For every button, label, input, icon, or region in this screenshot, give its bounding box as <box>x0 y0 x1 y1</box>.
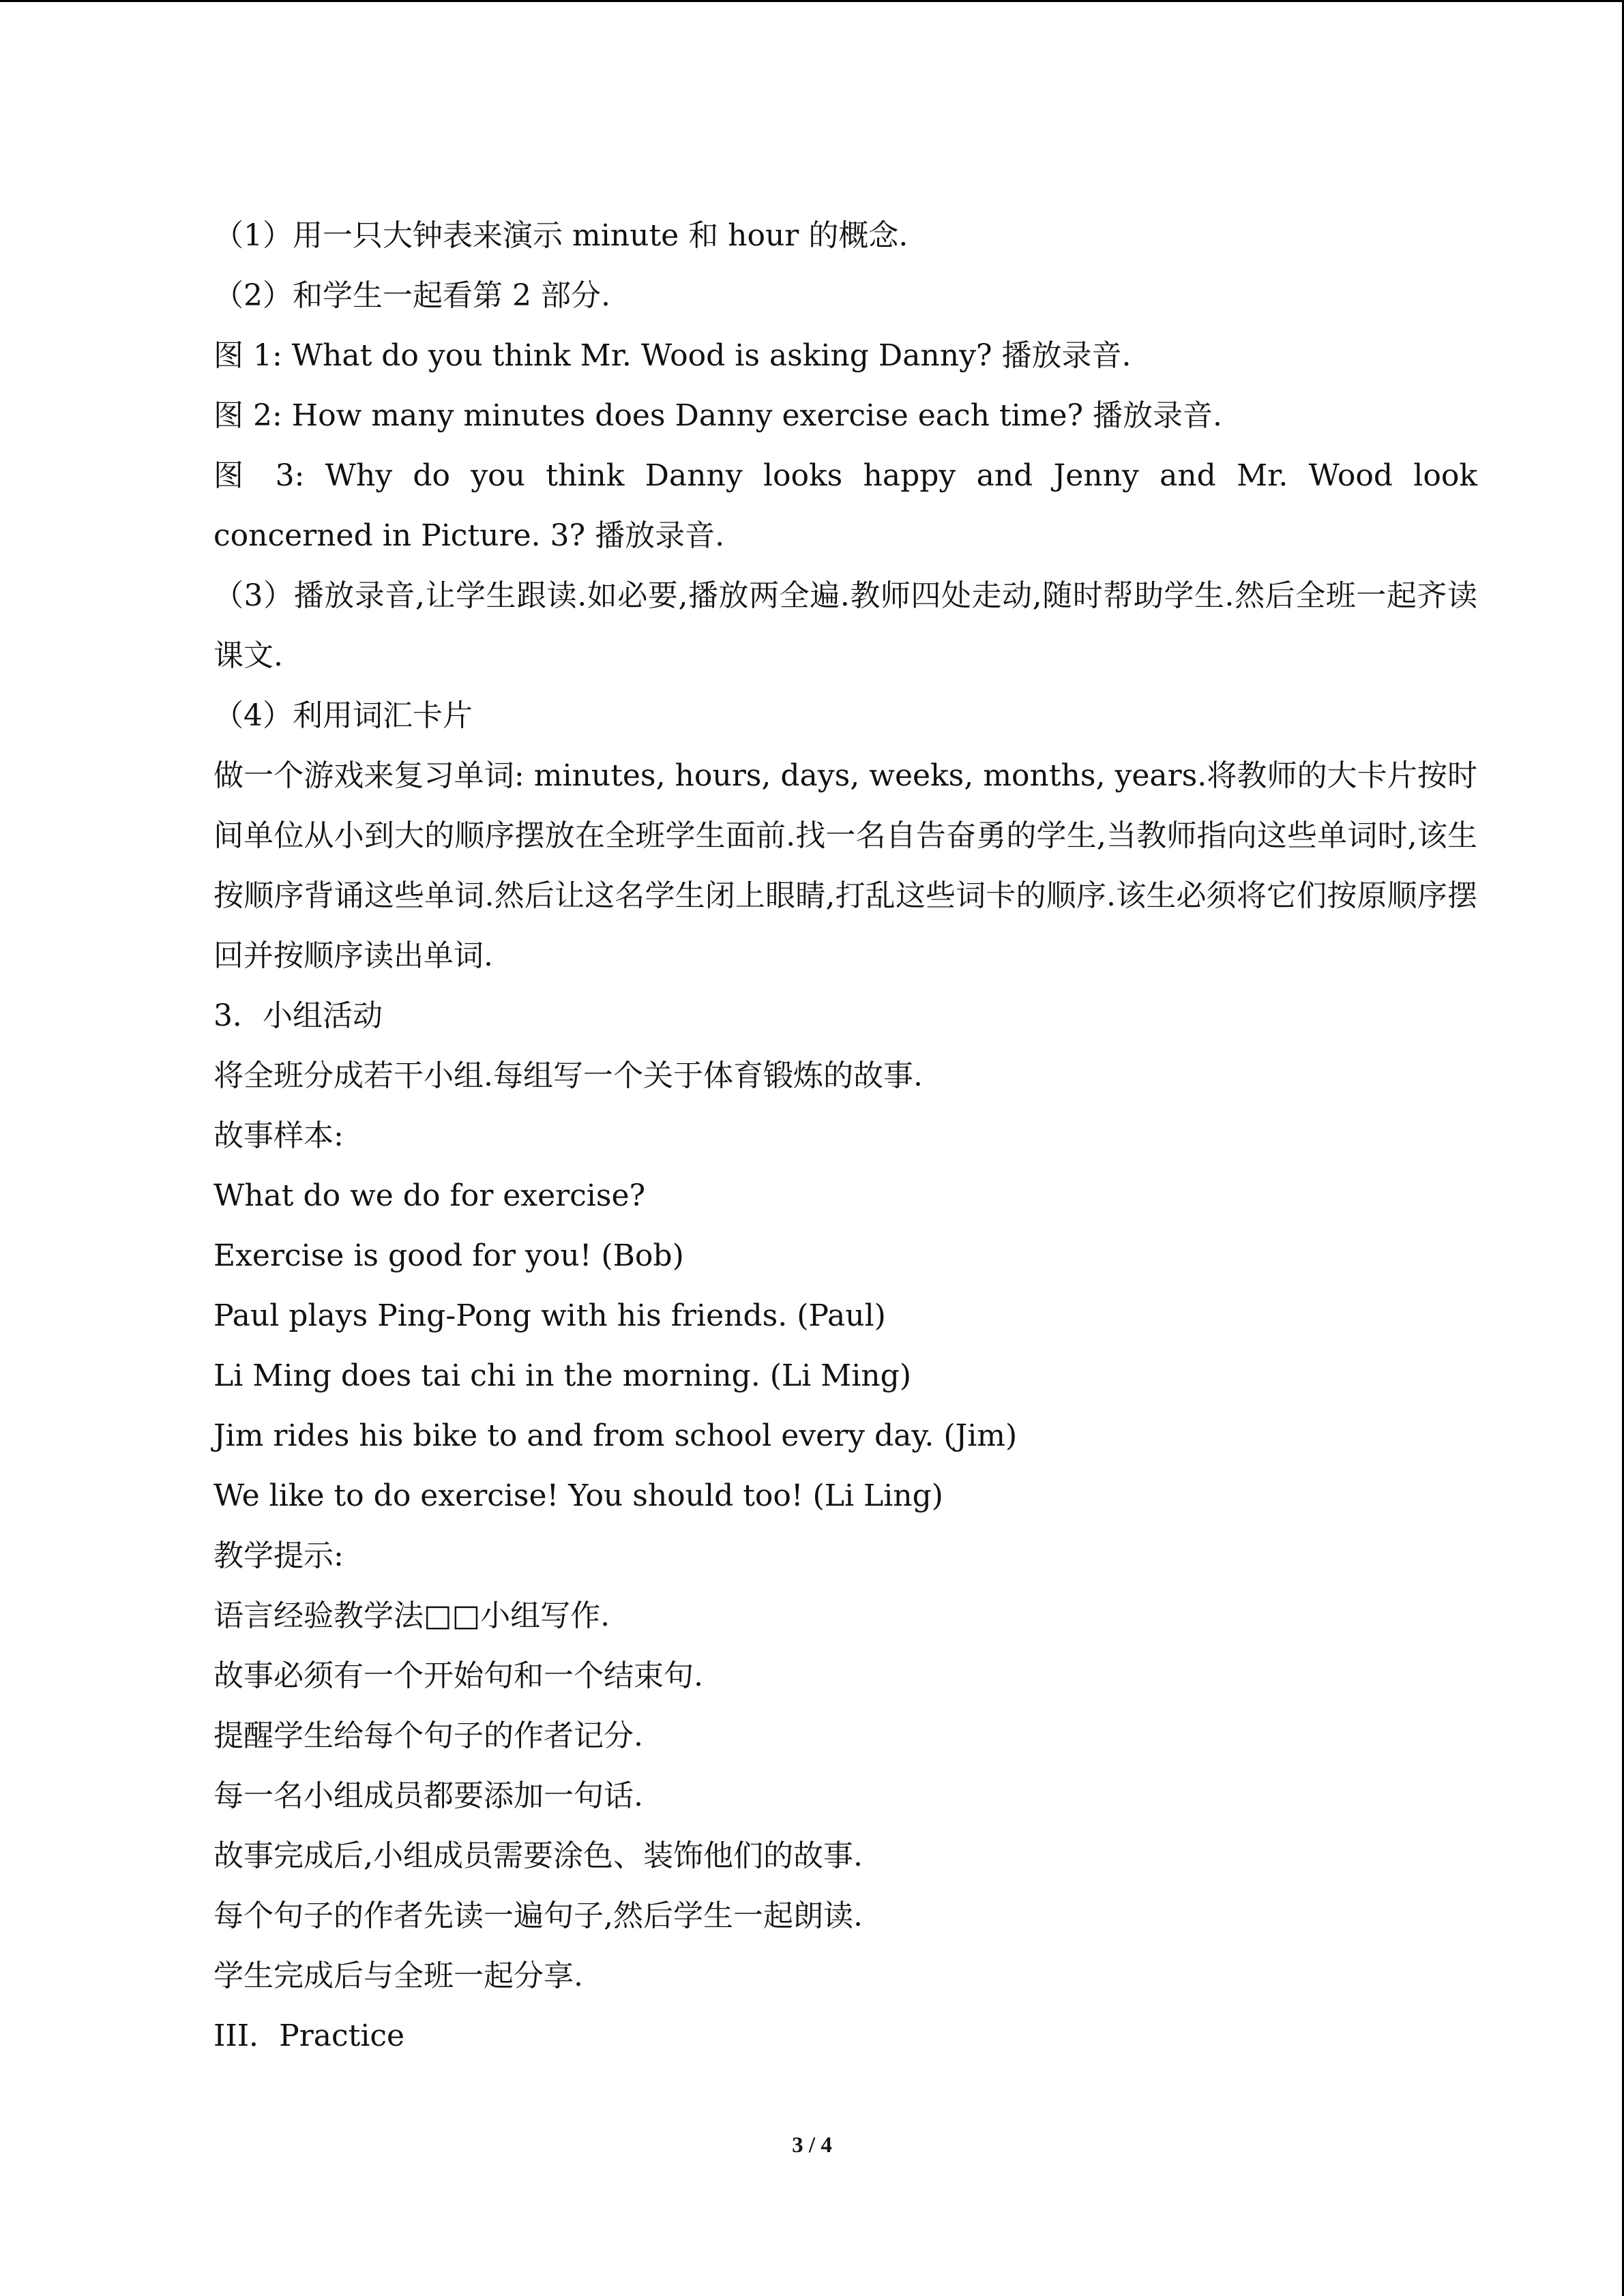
story-sample-label: 故事样本: <box>213 1118 344 1153</box>
step-1-clock-demo: （1）用一只大钟表来演示 minute 和 hour 的概念. <box>213 218 909 253</box>
picture-3-question: 图 3: Why do you think Danny looks happy and Jenny and Mr. Wood look concerned in Picture. 3? 播放录音. <box>213 458 1477 553</box>
teaching-tip: 提醒学生给每个句子的作者记分. <box>213 1718 643 1753</box>
picture-2-question: 图 2: How many minutes does Danny exercise each time? 播放录音. <box>213 398 1223 433</box>
teaching-tip: 每一名小组成员都要添加一句话. <box>213 1778 643 1813</box>
page-number: 3 / 4 <box>792 2133 832 2158</box>
teaching-tip: 每个句子的作者先读一遍句子,然后学生一起朗读. <box>213 1898 863 1933</box>
page-top-border <box>0 0 1624 2</box>
teaching-tip: 学生完成后与全班一起分享. <box>213 1958 583 1993</box>
picture-1-question: 图 1: What do you think Mr. Wood is asking Danny? 播放录音. <box>213 338 1132 373</box>
teaching-tips-label: 教学提示: <box>213 1538 344 1573</box>
story-line: Li Ming does tai chi in the morning. (Li Ming) <box>213 1358 911 1393</box>
step-4-vocabulary-cards: （4）利用词汇卡片 <box>213 698 473 733</box>
step-3-play-recording: （3）播放录音,让学生跟读.如必要,播放两全遍.教师四处走动,随时帮助学生.然后全班一起齐读课文. <box>213 578 1477 673</box>
story-line: Paul plays Ping-Pong with his friends. (Paul) <box>213 1298 886 1333</box>
section-heading-group-activity: 3．小组活动 <box>213 998 383 1033</box>
teaching-tip: 故事必须有一个开始句和一个结束句. <box>213 1658 703 1693</box>
story-line: We like to do exercise! You should too! (Li Ling) <box>213 1478 943 1513</box>
document-body <box>147 206 1477 2066</box>
teaching-tip: 语言经验教学法□□小组写作. <box>213 1598 610 1633</box>
teaching-tip: 故事完成后,小组成员需要涂色、装饰他们的故事. <box>213 1838 863 1873</box>
vocabulary-game-paragraph: 做一个游戏来复习单词: minutes, hours, days, weeks, months, years.将教师的大卡片按时间单位从小到大的顺序摆放在全班学生面前.找一名自告奋勇的学生,当教师指向这些单词时,该生按顺序背诵这些单词.然后让这名学生闭上眼睛,打乱这些词卡的顺序.该生必须将它们按原顺序摆回并按顺序读出单词. <box>213 758 1477 973</box>
story-line: Exercise is good for you! (Bob) <box>213 1238 684 1273</box>
story-line: Jim rides his bike to and from school every day. (Jim) <box>213 1418 1018 1453</box>
group-activity-instruction: 将全班分成若干小组.每组写一个关于体育锻炼的故事. <box>213 1058 923 1093</box>
step-2-look-part-2: （2）和学生一起看第 2 部分. <box>213 278 610 313</box>
story-line: What do we do for exercise? <box>213 1178 646 1213</box>
section-heading-practice: III．Practice <box>213 2018 405 2053</box>
